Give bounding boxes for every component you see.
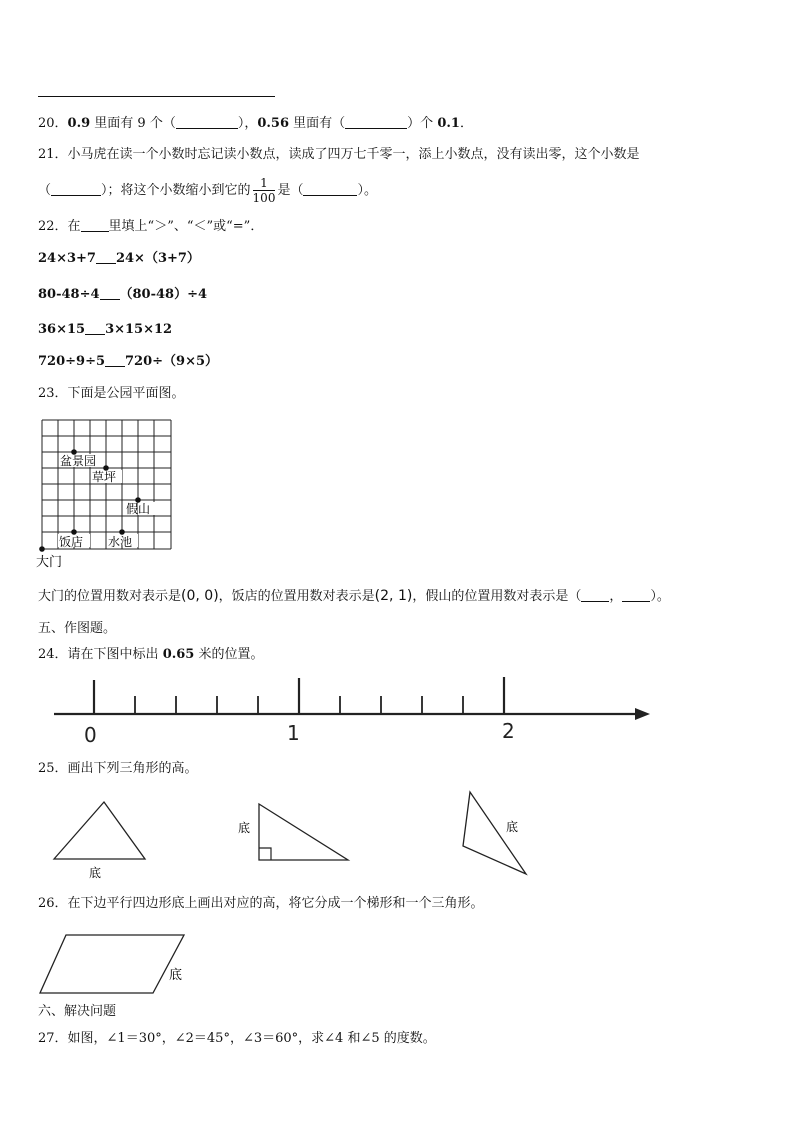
triangle-right	[259, 804, 348, 860]
number-line	[50, 672, 660, 748]
park-map	[30, 412, 190, 572]
section-5-heading: 五、作图题。	[38, 621, 117, 636]
parallelogram-base-label: 底	[169, 968, 183, 983]
question-23-sentence: 大门的位置用数对表示是(0, 0)，饭店的位置用数对表示是(2, 1)，假山的位置用数对表示是（ ， ）。	[38, 588, 670, 604]
triangle-2-base-label: 底	[238, 821, 251, 835]
map-label-jiashan: 假山	[126, 502, 151, 516]
parallelogram	[40, 935, 184, 993]
right-angle-mark	[259, 848, 271, 860]
question-25-title: 25．画出下列三角形的高。	[38, 761, 198, 776]
number-line-arrow	[635, 708, 650, 720]
question-23-title: 23．下面是公园平面图。	[38, 386, 185, 401]
compare-blank[interactable]	[105, 354, 125, 367]
question-24-title: 24．请在下图中标出 0.65 米的位置。	[38, 647, 264, 662]
map-point-damen	[39, 546, 45, 552]
answer-blank[interactable]	[581, 589, 609, 602]
tick-label-0: 0	[84, 723, 97, 747]
question-21-line2: （ ）；将这个小数缩小到它的 $\frac{1}{100}$ 是（ ）。	[38, 176, 377, 205]
parallelogram-figure	[36, 930, 196, 1000]
compare-blank[interactable]	[96, 251, 116, 264]
map-label-damen: 大门	[36, 555, 63, 570]
answer-blank[interactable]	[622, 589, 650, 602]
comparison-row: 24×3+7 24×（3+7）	[38, 251, 200, 266]
map-label-shuichi: 水池	[108, 535, 133, 549]
map-label-caoping: 草坪	[92, 470, 117, 484]
compare-blank[interactable]	[85, 322, 105, 335]
compare-blank[interactable]	[100, 287, 120, 300]
answer-blank[interactable]	[303, 183, 357, 196]
map-point-shuichi	[119, 529, 125, 535]
map-point-fandian	[71, 529, 77, 535]
question-21-line1: 21．小马虎在读一个小数时忘记读小数点，读成了四万七千零一，添上小数点，没有读出零，这个小数是	[38, 147, 640, 162]
question-20: 20．0.9 里面有 9 个（ ），0.56 里面有（ ）个 0.1．	[38, 116, 473, 131]
comparison-row: 80-48÷4 （80-48）÷4	[38, 287, 208, 302]
map-label-fandian: 饭店	[59, 535, 84, 549]
section-6-heading: 六、解决问题	[38, 1004, 117, 1019]
question-26-title: 26．在下边平行四边形底上画出对应的高，将它分成一个梯形和一个三角形。	[38, 896, 484, 911]
triangle-3-base-label: 底	[506, 820, 519, 834]
answer-blank[interactable]	[51, 183, 101, 196]
map-grid	[42, 420, 171, 549]
question-27: 27．如图，∠1＝30°，∠2＝45°，∠3＝60°，求∠4 和∠5 的度数。	[38, 1031, 436, 1046]
triangle-1-base-label: 底	[89, 866, 102, 880]
answer-blank[interactable]	[345, 116, 407, 129]
tick-label-1: 1	[287, 721, 300, 745]
triangle-obtuse	[54, 802, 145, 859]
triangles-figure	[40, 786, 540, 882]
answer-blank-sample	[81, 219, 109, 232]
comparison-row: 720÷9÷5 720÷（9×5）	[38, 354, 219, 369]
fraction-one-hundredth: $\frac{1}{100}$	[252, 176, 276, 205]
question-22-title: 22．在 里填上“＞”、“＜”或“=”．	[38, 219, 264, 234]
answer-blank[interactable]	[176, 116, 238, 129]
map-label-penjing: 盆景园	[60, 454, 97, 468]
comparison-row: 36×15 3×15×12	[38, 322, 173, 337]
tick-label-2: 2	[502, 719, 515, 743]
header-rule	[38, 96, 275, 97]
